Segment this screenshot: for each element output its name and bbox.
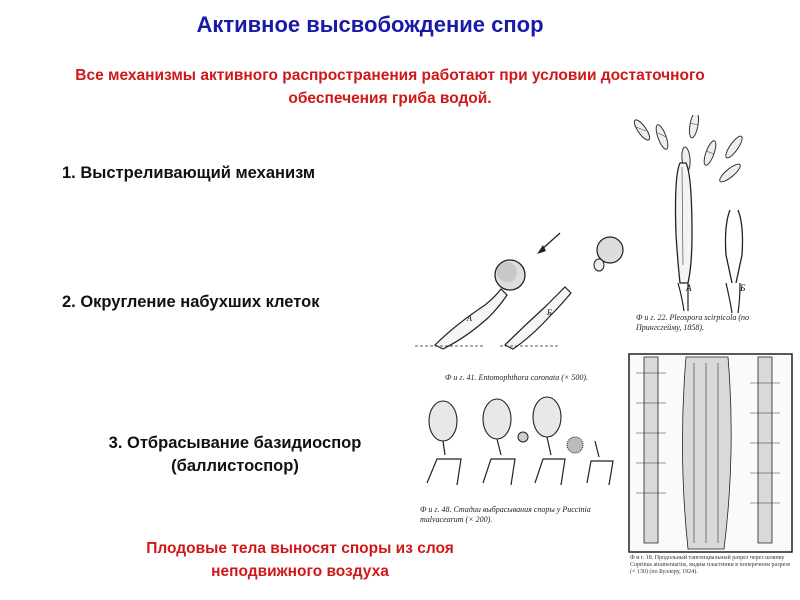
caption-fig18: Ф и г. 18. Продольный тангенциальный разрез через шляпку Coprinus atramentarius, видны пластинки в поперечном разрезе (× 130) (по Буллеру, 1924).	[630, 555, 791, 575]
caption-fig48: Ф и г. 48. Стадии выбрасывания споры у Puccinia malvacearum (× 200).	[420, 505, 591, 524]
item-ballistospores: 3. Отбрасывание базидиоспор (баллистоспор)	[108, 434, 362, 475]
figure-ascus-pleospora	[622, 115, 792, 345]
ascus-illustration	[622, 115, 792, 345]
label-b: Б	[547, 308, 552, 317]
entomophthora-illustration	[415, 225, 625, 385]
slide-subtitle: Все механизмы активного распространения работают при условии достаточного обеспечения гриба водой.	[75, 67, 705, 107]
label-b: Б	[740, 283, 746, 293]
caption-fig41: Ф и г. 41. Entomophthora coronata (× 500).	[445, 373, 588, 382]
bottom-note: Плодовые тела выносят споры из слоя неподвижного воздуха	[146, 540, 454, 580]
figure-puccinia	[415, 393, 630, 533]
slide-title: Активное высвобождение спор	[196, 12, 544, 37]
figure-entomophthora	[415, 225, 625, 385]
puccinia-illustration	[415, 393, 630, 503]
caption-fig22: Ф и г. 22. Pleospora scirpicola (по Прингсгейму, 1858).	[636, 313, 749, 332]
gill-section-illustration	[628, 353, 793, 553]
label-a: A	[686, 283, 692, 293]
figure-gill-section	[628, 353, 793, 585]
label-a: A	[467, 314, 472, 323]
item-shooting-mechanism: 1. Выстреливающий механизм	[62, 164, 316, 182]
item-swelling-cells: 2. Округление набухших клеток	[62, 293, 320, 311]
